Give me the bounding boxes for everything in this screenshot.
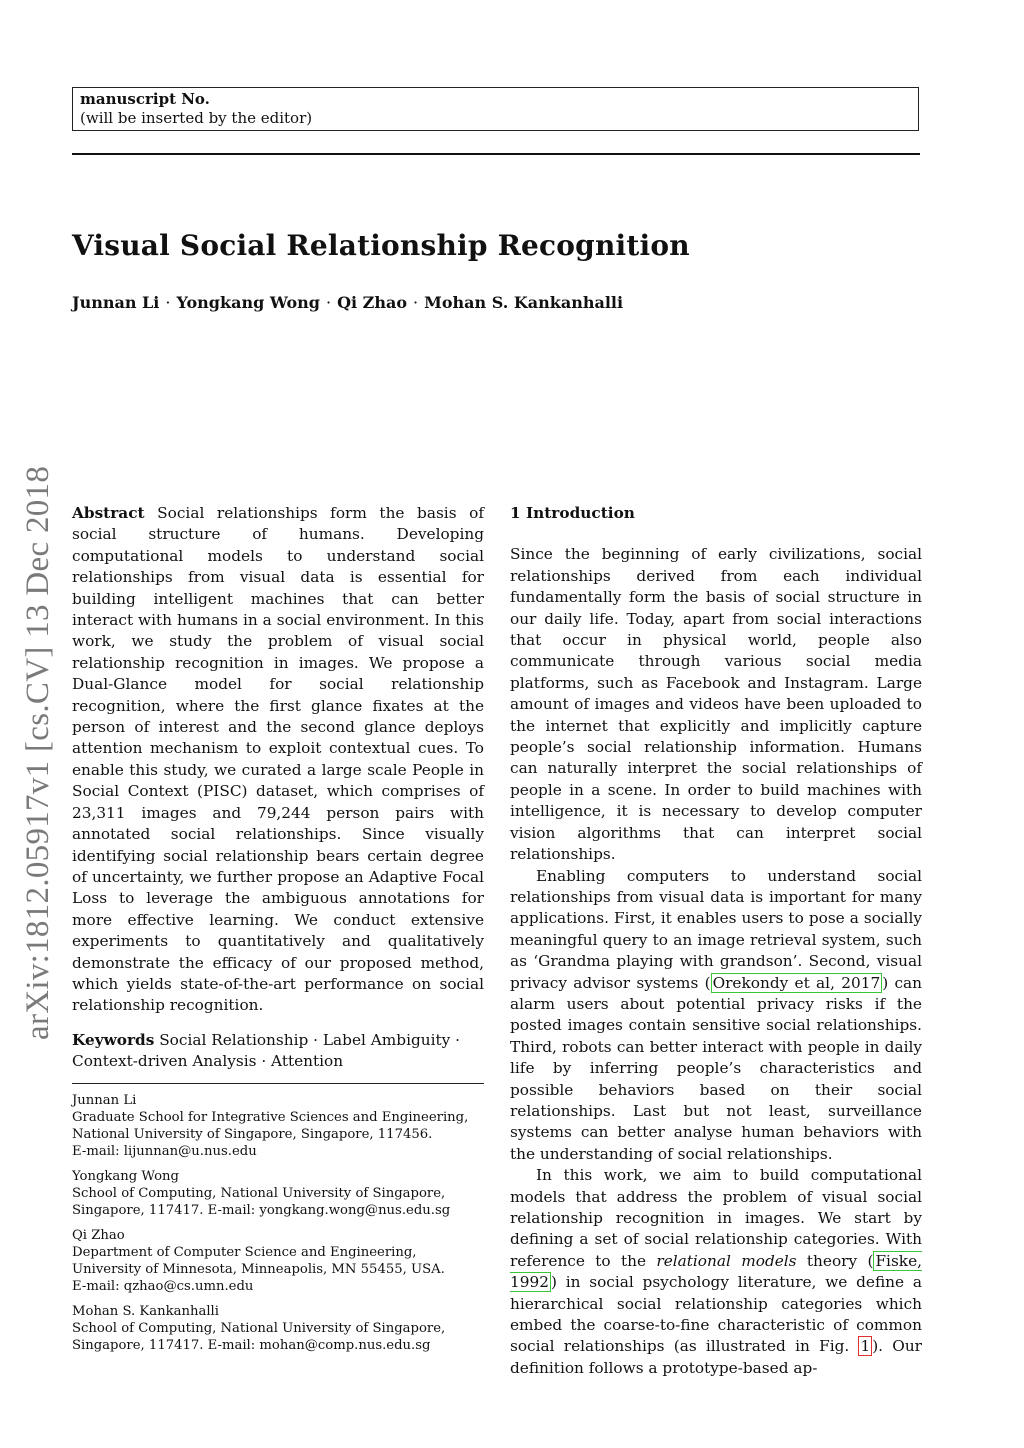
affiliation-email[interactable]: E-mail: qzhao@cs.umn.edu: [72, 1278, 254, 1294]
author-name: Qi Zhao: [337, 293, 408, 312]
paragraph-text: theory (: [796, 1251, 874, 1270]
affiliation-dept: Department of Computer Science and Engineering, University of Minnesota, Minneapolis, MN 55455, USA.: [72, 1244, 445, 1277]
citation-link[interactable]: Orekondy et al, 2017: [712, 973, 881, 992]
intro-paragraph-2: [510, 866, 922, 1166]
affiliation-name: Yongkang Wong: [72, 1168, 179, 1184]
figure-reference-link[interactable]: 1: [860, 1337, 871, 1356]
author-name: Junnan Li: [72, 293, 160, 312]
paragraph-text: ) in social psychology literature, we define a hierarchical social relationship categories which embed the coarse-to-fine characteristic of common social relationships (as illustrated in Fig.: [510, 1273, 922, 1356]
author-list: [72, 293, 623, 312]
citation-author: Orekondy et al: [712, 973, 831, 992]
citation-author: Fiske: [875, 1251, 918, 1270]
manuscript-box: [72, 87, 919, 131]
affiliation-rule: [72, 1083, 484, 1084]
abstract-text: Social relationships form the basis of social structure of humans. Developing computational models to understand social relationships from visual data is essential for building intelligent machines that can better interact with humans in a social environment. In this work, we study the problem of visual social relationship recognition in images. We propose a Dual-Glance model for social relationship recognition, where the first glance fixates at the person of interest and the second glance deploys attention mechanism to exploit contextual cues. To enable this study, we curated a large scale People in Social Context (PISC) dataset, which comprises of 23,311 images and 79,244 person pairs with annotated social relationships. Since visually identifying social relationship bears certain degree of uncertainty, we further propose an Adaptive Focal Loss to leverage the ambiguous annotations for more effective learning. We conduct extensive experiments to quantitatively and qualitatively demonstrate the efficacy of our proposed method, which yields state-of-the-art performance on social relationship recognition.: [72, 504, 484, 1015]
author-name: Yongkang Wong: [176, 293, 320, 312]
emphasis-text: relational models: [656, 1251, 797, 1270]
left-column: [72, 503, 484, 1362]
affiliation-block: [72, 1092, 484, 1160]
affiliation-dept: School of Computing, National University of Singapore, Singapore, 117417. E-mail: yongkang.wong@nus.edu.sg: [72, 1185, 451, 1218]
arxiv-stamp[interactable]: arXiv:1812.05917v1 [cs.CV] 13 Dec 2018: [20, 465, 56, 1040]
affiliation-name: Junnan Li: [72, 1092, 137, 1108]
paragraph-text: ). Our definition follows a prototype-based ap-: [510, 1337, 922, 1377]
paragraph-text: In this work, we aim to build computational models that address the problem of visual social relationship recognition in images. We start by defining a set of social relationship categories. With reference to the: [510, 1166, 922, 1270]
abstract: [72, 503, 484, 1017]
affiliation-block: [72, 1227, 484, 1295]
affiliation-dept: School of Computing, National University of Singapore, Singapore, 117417. E-mail: mohan@comp.nus.edu.sg: [72, 1320, 446, 1353]
affiliation-block: [72, 1168, 484, 1219]
header-rule: [72, 153, 920, 155]
paper-title: Visual Social Relationship Recognition: [72, 229, 690, 262]
intro-paragraph-3: [510, 1165, 922, 1379]
affiliation-email[interactable]: E-mail: lijunnan@u.nus.edu: [72, 1143, 257, 1159]
abstract-label: Abstract: [72, 504, 145, 522]
citation-link[interactable]: Fiske, 1992: [510, 1251, 922, 1292]
affiliation-name: Mohan S. Kankanhalli: [72, 1303, 219, 1319]
right-column: [510, 503, 922, 1379]
author-separator: ·: [326, 293, 332, 312]
paragraph-text: ) can alarm users about potential privacy risks if the posted images contain sensitive social relationships. Third, robots can better interact with people in daily life by inferring people’s characteristics and possible behaviors based on their social relationships. Last but not least, surveillance systems can better analyse human behaviors with the understanding of social relationships.: [510, 973, 922, 1163]
author-separator: ·: [165, 293, 171, 312]
paragraph-text: Enabling computers to understand social relationships from visual data is important for many applications. First, it enables users to pose a socially meaningful query to an image retrieval system, such as ‘Grandma playing with grandson’. Second, visual privacy advisor systems (: [510, 866, 922, 992]
citation-year: 1992: [510, 1273, 549, 1292]
affiliation-name: Qi Zhao: [72, 1227, 125, 1243]
intro-paragraph-1: Since the beginning of early civilizations, social relationships derived from each individual fundamentally form the basis of social structure in our daily life. Today, apart from social interactions that occur in physical world, people also communicate through various social media platforms, such as Facebook and Instagram. Large amount of images and videos have been uploaded to the internet that explicitly and implicitly capture people’s social relationship information. Humans can naturally interpret the social relationships of people in a scene. In order to build machines with intelligence, it is necessary to develop computer vision algorithms that can interpret social relationships.: [510, 545, 922, 864]
author-name: Mohan S. Kankanhalli: [424, 293, 624, 312]
manuscript-label: manuscript No.: [80, 90, 210, 108]
manuscript-note: (will be inserted by the editor): [80, 109, 313, 127]
affiliation-dept: Graduate School for Integrative Sciences and Engineering, National University of Singapore, Singapore, 117456.: [72, 1109, 469, 1142]
citation-year: 2017: [841, 973, 881, 992]
keywords-text: Social Relationship · Label Ambiguity · Context-driven Analysis · Attention: [72, 1030, 461, 1071]
author-separator: ·: [413, 293, 419, 312]
keywords: [72, 1030, 484, 1073]
section-heading: 1 Introduction: [510, 504, 635, 522]
affiliation-block: [72, 1303, 484, 1354]
keywords-label: Keywords: [72, 1030, 155, 1049]
